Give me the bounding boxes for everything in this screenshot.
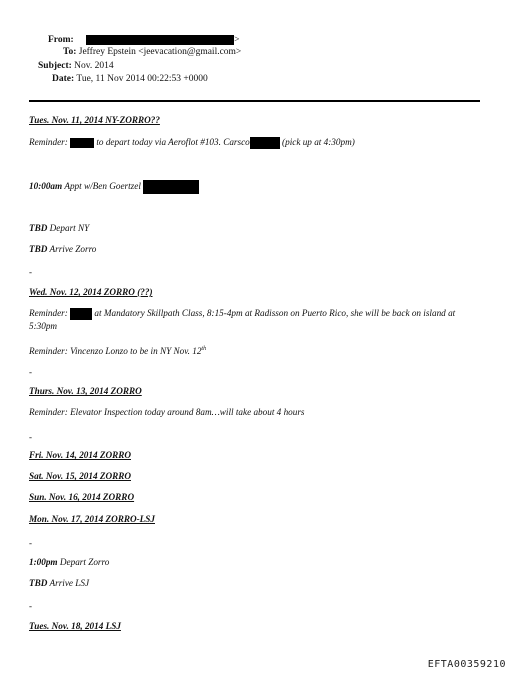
nov13-reminder bbox=[29, 406, 305, 418]
date-label: Date: bbox=[52, 74, 75, 84]
redaction-box bbox=[143, 180, 199, 194]
depart-text: Depart Zorro bbox=[59, 557, 110, 567]
to-label: To: bbox=[63, 47, 77, 57]
arrive-text: Arrive LSJ bbox=[49, 578, 90, 588]
nov11-reminder bbox=[29, 136, 355, 149]
redaction-box bbox=[70, 138, 94, 148]
arrive-lsj-row bbox=[29, 577, 89, 589]
day-heading-text: Thurs. Nov. 13, 2014 ZORRO bbox=[29, 386, 142, 396]
subject-label: Subject: bbox=[38, 61, 72, 71]
nov18-heading bbox=[29, 620, 121, 632]
to-value: Jeffrey Epstein <jeevacation@gmail.com> bbox=[78, 47, 242, 57]
tbd-arrive-row bbox=[29, 243, 96, 255]
date-row bbox=[52, 73, 208, 85]
day-heading-text: Wed. Nov. 12, 2014 ZORRO (??) bbox=[29, 287, 153, 297]
separator-dash: - bbox=[29, 267, 32, 277]
from-suffix: > bbox=[234, 35, 240, 45]
depart-time: 1:00pm bbox=[29, 557, 58, 567]
tbd-text: Arrive Zorro bbox=[49, 244, 97, 254]
separator-dash: - bbox=[29, 367, 32, 377]
nov15-heading bbox=[29, 470, 131, 482]
day-heading-text: Fri. Nov. 14, 2014 ZORRO bbox=[29, 450, 131, 460]
reminder-text: Reminder: Elevator Inspection today around 8am…will take about 4 hours bbox=[29, 407, 305, 417]
ordinal-suffix: th bbox=[201, 346, 207, 352]
separator-dash: - bbox=[29, 538, 32, 548]
date-value: Tue, 11 Nov 2014 00:22:53 +0000 bbox=[76, 74, 208, 84]
appt-text: Appt w/Ben Goertzel bbox=[64, 181, 141, 192]
nov17-heading bbox=[29, 513, 155, 525]
nov16-heading bbox=[29, 491, 134, 503]
depart-zorro-row bbox=[29, 556, 109, 568]
subject-value: Nov. 2014 bbox=[74, 61, 114, 71]
from-row bbox=[48, 34, 239, 46]
day-heading-text: Tues. Nov. 11, 2014 NY-ZORRO?? bbox=[29, 115, 160, 125]
from-label: From: bbox=[48, 35, 74, 45]
nov13-heading bbox=[29, 385, 142, 397]
subject-row bbox=[38, 60, 114, 72]
separator-dash: - bbox=[29, 432, 32, 442]
separator-dash: - bbox=[29, 601, 32, 611]
nov12-heading bbox=[29, 286, 153, 298]
header-divider bbox=[29, 100, 480, 102]
bates-number: EFTA00359210 bbox=[427, 659, 506, 670]
nov11-heading bbox=[29, 114, 160, 126]
reminder-text: Reminder: Vincenzo Lonzo to be in NY Nov. 12 bbox=[29, 346, 202, 357]
tbd-label: TBD bbox=[29, 578, 48, 588]
reminder-text: at Mandatory Skillpath Class, 8:15-4pm at Radisson on Puerto Rico, she will be back on island at 5:30pm bbox=[29, 308, 456, 331]
to-row bbox=[63, 46, 241, 58]
redaction-box bbox=[86, 35, 234, 45]
appt-time: 10:00am bbox=[29, 181, 63, 192]
reminder-text: to depart today via Aeroflot #103. Carsco bbox=[96, 137, 250, 147]
reminder-pickup: (pick up at 4:30pm) bbox=[282, 137, 355, 147]
tbd-label: TBD bbox=[29, 223, 48, 233]
redaction-box bbox=[250, 137, 280, 149]
reminder-prefix: Reminder: bbox=[29, 137, 68, 147]
day-heading-text: Mon. Nov. 17, 2014 ZORRO-LSJ bbox=[29, 514, 155, 524]
tbd-depart-row bbox=[29, 222, 89, 234]
day-heading-text: Tues. Nov. 18, 2014 LSJ bbox=[29, 621, 121, 631]
tbd-label: TBD bbox=[29, 244, 48, 254]
appt-row bbox=[29, 180, 199, 194]
reminder-prefix: Reminder: bbox=[29, 308, 68, 318]
nov14-heading bbox=[29, 449, 131, 461]
nov12-reminder-2 bbox=[29, 343, 206, 357]
tbd-text: Depart NY bbox=[49, 223, 90, 233]
nov12-reminder bbox=[29, 307, 484, 332]
redaction-box bbox=[70, 308, 92, 320]
day-heading-text: Sat. Nov. 15, 2014 ZORRO bbox=[29, 471, 131, 481]
day-heading-text: Sun. Nov. 16, 2014 ZORRO bbox=[29, 492, 135, 502]
